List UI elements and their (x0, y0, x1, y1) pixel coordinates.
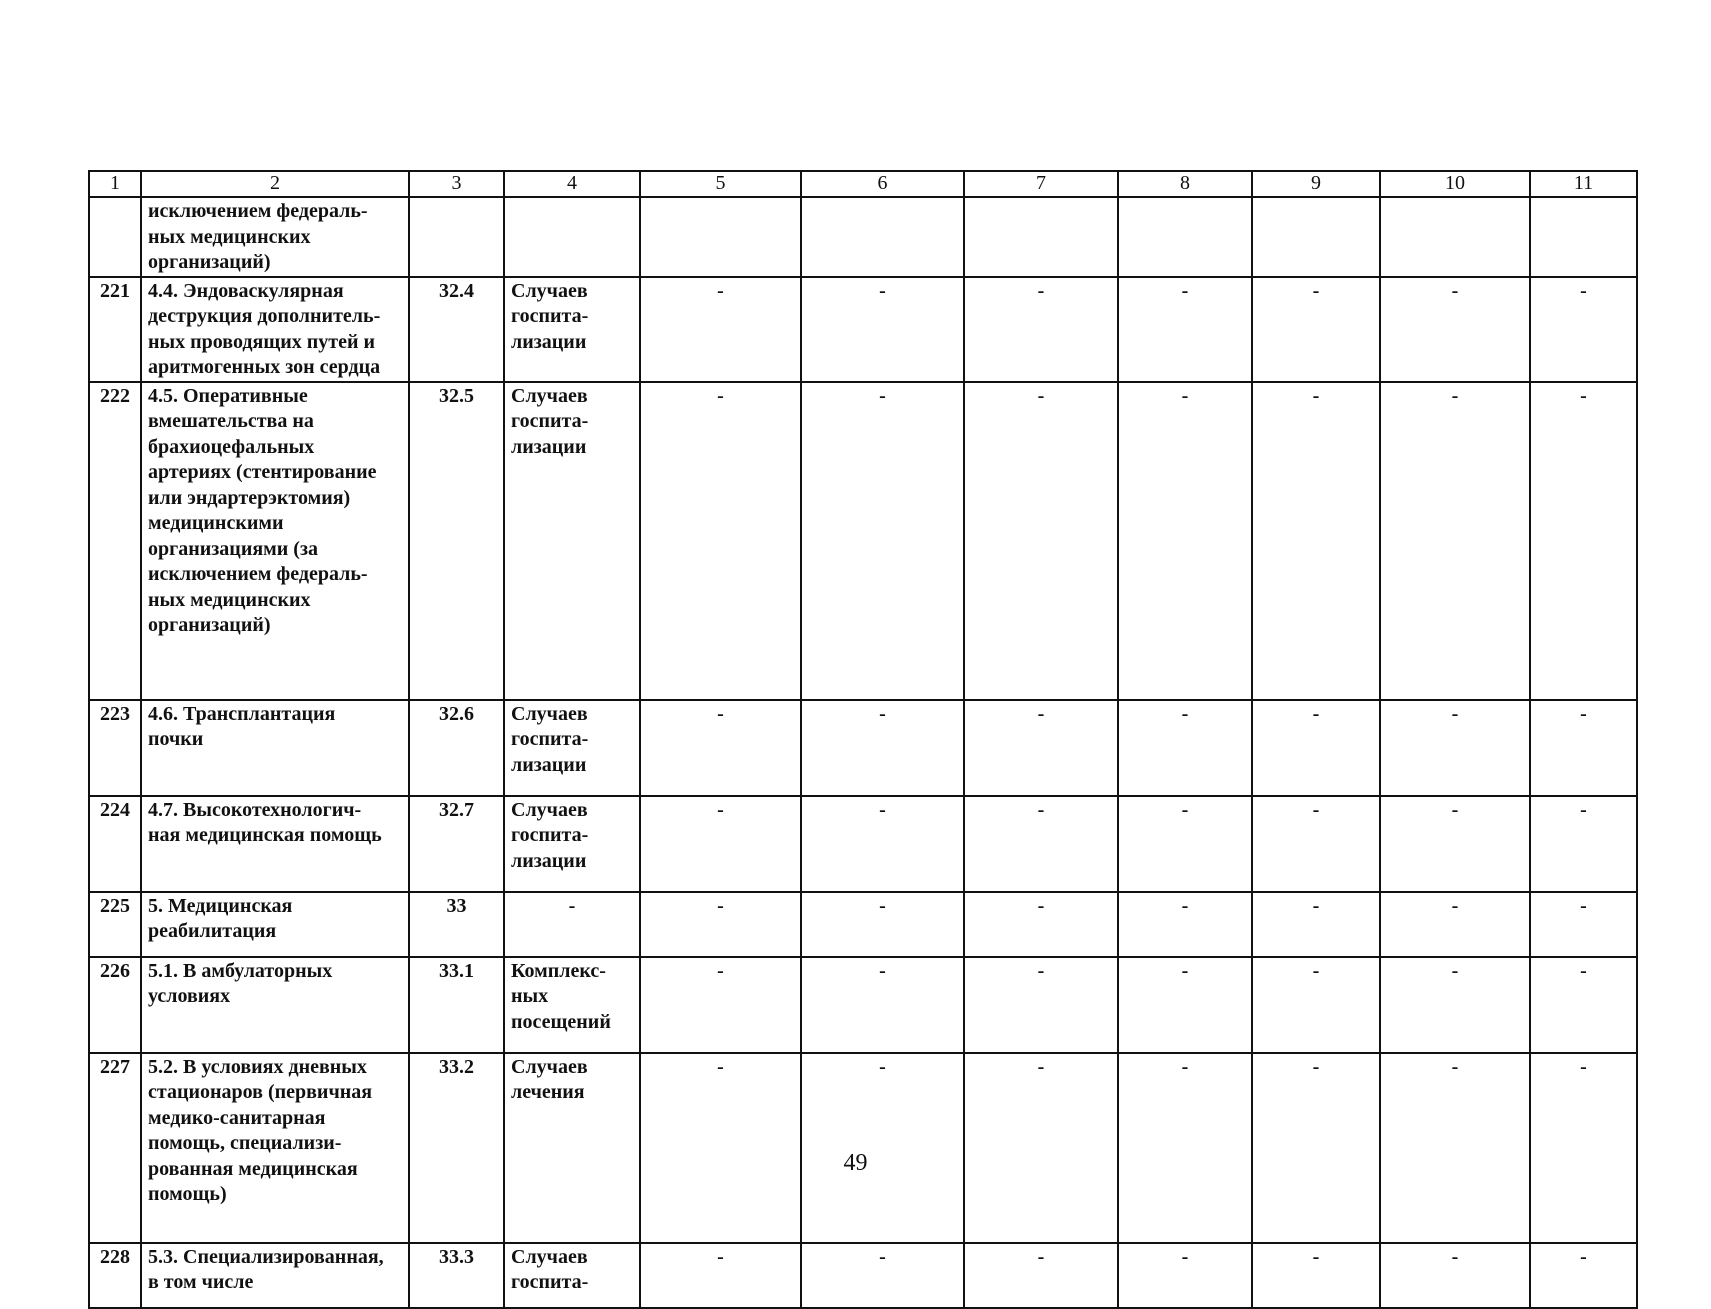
continuation-row (89, 197, 1637, 277)
value-cell: - (801, 1053, 964, 1243)
row-unit-cell: Случаев госпита- лизации (504, 277, 640, 382)
value-cell: - (1118, 277, 1252, 382)
value-cell: - (1118, 892, 1252, 957)
table-row (89, 1243, 1637, 1308)
row-name-cell: 5.2. В условиях дневных стационаров (первичная медико-санитарная помощь, специализи- рованная медицинская помощь) (141, 1053, 409, 1243)
value-cell (964, 197, 1118, 277)
value-cell: - (1380, 382, 1530, 700)
row-unit-cell: Случаев лечения (504, 1053, 640, 1243)
value-cell: - (964, 1053, 1118, 1243)
table-row (89, 1053, 1637, 1243)
value-cell: - (1252, 796, 1380, 892)
value-cell (1118, 197, 1252, 277)
value-cell: - (1530, 892, 1637, 957)
value-cell (1380, 197, 1530, 277)
value-cell: - (1530, 796, 1637, 892)
value-cell: - (964, 382, 1118, 700)
column-header: 1 (89, 171, 141, 197)
value-cell: - (1252, 892, 1380, 957)
row-name-cell: 5.1. В амбулаторных условиях (141, 957, 409, 1053)
value-cell: - (964, 277, 1118, 382)
value-cell: - (1530, 1243, 1637, 1308)
value-cell: - (801, 277, 964, 382)
column-header: 8 (1118, 171, 1252, 197)
value-cell: - (1530, 700, 1637, 796)
value-cell: - (1252, 957, 1380, 1053)
column-header: 3 (409, 171, 504, 197)
value-cell: - (1118, 796, 1252, 892)
row-code-cell: 32.7 (409, 796, 504, 892)
value-cell (801, 197, 964, 277)
value-cell: - (964, 957, 1118, 1053)
row-code-cell: 33.1 (409, 957, 504, 1053)
value-cell (640, 197, 801, 277)
row-code-cell: 33.2 (409, 1053, 504, 1243)
value-cell: - (801, 1243, 964, 1308)
value-cell: - (1252, 1243, 1380, 1308)
value-cell: - (1252, 277, 1380, 382)
column-header: 5 (640, 171, 801, 197)
row-number-cell: 225 (89, 892, 141, 957)
data-table (88, 170, 1638, 1309)
column-header: 4 (504, 171, 640, 197)
column-header: 6 (801, 171, 964, 197)
table-row (89, 892, 1637, 957)
value-cell: - (964, 892, 1118, 957)
row-number-cell: 224 (89, 796, 141, 892)
value-cell: - (1530, 957, 1637, 1053)
value-cell: - (1530, 277, 1637, 382)
value-cell: - (1252, 1053, 1380, 1243)
row-unit-cell (504, 197, 640, 277)
value-cell: - (640, 796, 801, 892)
row-name-cell: исключением федераль- ных медицинских организаций) (141, 197, 409, 277)
row-code-cell (409, 197, 504, 277)
table-row (89, 382, 1637, 700)
row-code-cell: 32.5 (409, 382, 504, 700)
value-cell: - (964, 796, 1118, 892)
value-cell: - (640, 1243, 801, 1308)
column-header: 10 (1380, 171, 1530, 197)
column-header: 2 (141, 171, 409, 197)
value-cell: - (1118, 1243, 1252, 1308)
value-cell: - (640, 957, 801, 1053)
value-cell: - (640, 1053, 801, 1243)
row-unit-cell: Случаев госпита- лизации (504, 382, 640, 700)
value-cell: - (1380, 957, 1530, 1053)
row-number-cell: 223 (89, 700, 141, 796)
value-cell: - (1380, 700, 1530, 796)
value-cell: - (1530, 382, 1637, 700)
table-row (89, 277, 1637, 382)
value-cell: - (1380, 1053, 1530, 1243)
table-row (89, 700, 1637, 796)
row-name-cell: 4.5. Оперативные вмешательства на брахиоцефальных артериях (стентирование или эндартерэктомия) медицинскими организациями (за исключением федераль- ных медицинских организаций) (141, 382, 409, 700)
value-cell: - (801, 892, 964, 957)
row-number-cell (89, 197, 141, 277)
value-cell: - (640, 277, 801, 382)
row-code-cell: 33 (409, 892, 504, 957)
row-unit-cell: Случаев госпита- лизации (504, 796, 640, 892)
value-cell: - (964, 700, 1118, 796)
value-cell: - (640, 700, 801, 796)
value-cell: - (801, 796, 964, 892)
column-header: 7 (964, 171, 1118, 197)
value-cell: - (1118, 382, 1252, 700)
column-header: 11 (1530, 171, 1637, 197)
value-cell (1252, 197, 1380, 277)
value-cell: - (1530, 1053, 1637, 1243)
value-cell: - (801, 957, 964, 1053)
page-number: 49 (843, 1150, 868, 1176)
row-name-cell: 4.6. Трансплантация почки (141, 700, 409, 796)
row-code-cell: 32.4 (409, 277, 504, 382)
column-header: 9 (1252, 171, 1380, 197)
row-name-cell: 5.3. Специализированная, в том числе (141, 1243, 409, 1308)
row-unit-cell: - (504, 892, 640, 957)
value-cell: - (640, 382, 801, 700)
value-cell: - (1252, 382, 1380, 700)
row-unit-cell: Случаев госпита- лизации (504, 700, 640, 796)
row-name-cell: 4.7. Высокотехнологич- ная медицинская помощь (141, 796, 409, 892)
value-cell: - (1380, 892, 1530, 957)
value-cell: - (1118, 1053, 1252, 1243)
value-cell: - (1118, 700, 1252, 796)
row-number-cell: 226 (89, 957, 141, 1053)
row-number-cell: 227 (89, 1053, 141, 1243)
table-row (89, 796, 1637, 892)
row-number-cell: 228 (89, 1243, 141, 1308)
value-cell: - (801, 382, 964, 700)
value-cell: - (801, 700, 964, 796)
table-row (89, 957, 1637, 1053)
value-cell: - (1118, 957, 1252, 1053)
row-name-cell: 5. Медицинская реабилитация (141, 892, 409, 957)
row-code-cell: 32.6 (409, 700, 504, 796)
row-code-cell: 33.3 (409, 1243, 504, 1308)
value-cell: - (1380, 796, 1530, 892)
value-cell: - (1252, 700, 1380, 796)
row-unit-cell: Комплекс- ных посещений (504, 957, 640, 1053)
row-unit-cell: Случаев госпита- (504, 1243, 640, 1308)
value-cell: - (1380, 277, 1530, 382)
row-name-cell: 4.4. Эндоваскулярная деструкция дополнитель- ных проводящих путей и аритмогенных зон сердца (141, 277, 409, 382)
row-number-cell: 221 (89, 277, 141, 382)
value-cell: - (640, 892, 801, 957)
value-cell: - (964, 1243, 1118, 1308)
value-cell: - (1380, 1243, 1530, 1308)
header-row (89, 171, 1637, 197)
row-number-cell: 222 (89, 382, 141, 700)
value-cell (1530, 197, 1637, 277)
